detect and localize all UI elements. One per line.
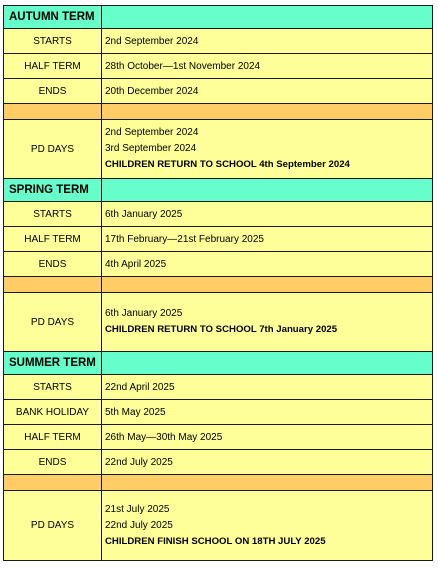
summer-finish-notice: CHILDREN FINISH SCHOOL ON 18TH JULY 2025 [105,535,326,547]
autumn-separator-row [4,104,433,120]
summer-half-term-label: HALF TERM [4,425,102,450]
summer-pd-days-label: PD DAYS [4,491,102,561]
term-dates-table [3,5,433,561]
spring-pd-line-1: 6th January 2025 [105,308,183,319]
spring-separator-row [4,277,433,293]
summer-pd-days-value [102,491,433,561]
summer-separator-row [4,475,433,491]
summer-term-header [4,352,433,375]
summer-half-term-value: 26th May—30th May 2025 [102,425,433,450]
spring-half-term-row [4,227,433,252]
autumn-ends-row [4,79,433,104]
summer-pd-line-1: 21st July 2025 [105,503,170,515]
summer-ends-value: 22nd July 2025 [102,450,433,475]
autumn-pd-line-2: 3rd September 2024 [105,143,197,154]
spring-term-header-blank [102,179,433,202]
summer-ends-label: ENDS [4,450,102,475]
summer-pd-days-row [4,491,433,561]
autumn-term-header-blank [102,6,433,29]
spring-starts-value: 6th January 2025 [102,202,433,227]
spring-pd-days-label: PD DAYS [4,293,102,352]
autumn-term-header [4,6,433,29]
spring-half-term-label: HALF TERM [4,227,102,252]
autumn-half-term-label: HALF TERM [4,54,102,79]
autumn-ends-label: ENDS [4,79,102,104]
autumn-pd-days-value [102,120,433,179]
autumn-pd-days-row [4,120,433,179]
autumn-starts-row [4,29,433,54]
spring-ends-row [4,252,433,277]
autumn-half-term-value: 28th October—1st November 2024 [102,54,433,79]
spring-term-header [4,179,433,202]
autumn-ends-value: 20th December 2024 [102,79,433,104]
summer-starts-value: 22nd April 2025 [102,375,433,400]
autumn-pd-line-1: 2nd September 2024 [105,127,199,138]
spring-half-term-value: 17th February—21st February 2025 [102,227,433,252]
spring-starts-row [4,202,433,227]
summer-ends-row [4,450,433,475]
autumn-return-notice: CHILDREN RETURN TO SCHOOL 4th September 2024 [105,159,350,170]
spring-ends-value: 4th April 2025 [102,252,433,277]
summer-starts-row [4,375,433,400]
spring-return-notice: CHILDREN RETURN TO SCHOOL 7th January 2025 [105,324,338,335]
summer-half-term-row [4,425,433,450]
spring-term-title: SPRING TERM [4,179,102,202]
autumn-starts-label: STARTS [4,29,102,54]
summer-bank-holiday-label: BANK HOLIDAY [4,400,102,425]
autumn-half-term-row [4,54,433,79]
summer-bank-holiday-row [4,400,433,425]
summer-term-title: SUMMER TERM [4,352,102,375]
autumn-starts-value: 2nd September 2024 [102,29,433,54]
spring-pd-days-value [102,293,433,352]
summer-bank-holiday-value: 5th May 2025 [102,400,433,425]
summer-term-header-blank [102,352,433,375]
spring-starts-label: STARTS [4,202,102,227]
autumn-term-title: AUTUMN TERM [4,6,102,29]
spring-ends-label: ENDS [4,252,102,277]
spring-pd-days-row [4,293,433,352]
summer-pd-line-2: 22nd July 2025 [105,519,173,531]
autumn-pd-days-label: PD DAYS [4,120,102,179]
summer-starts-label: STARTS [4,375,102,400]
